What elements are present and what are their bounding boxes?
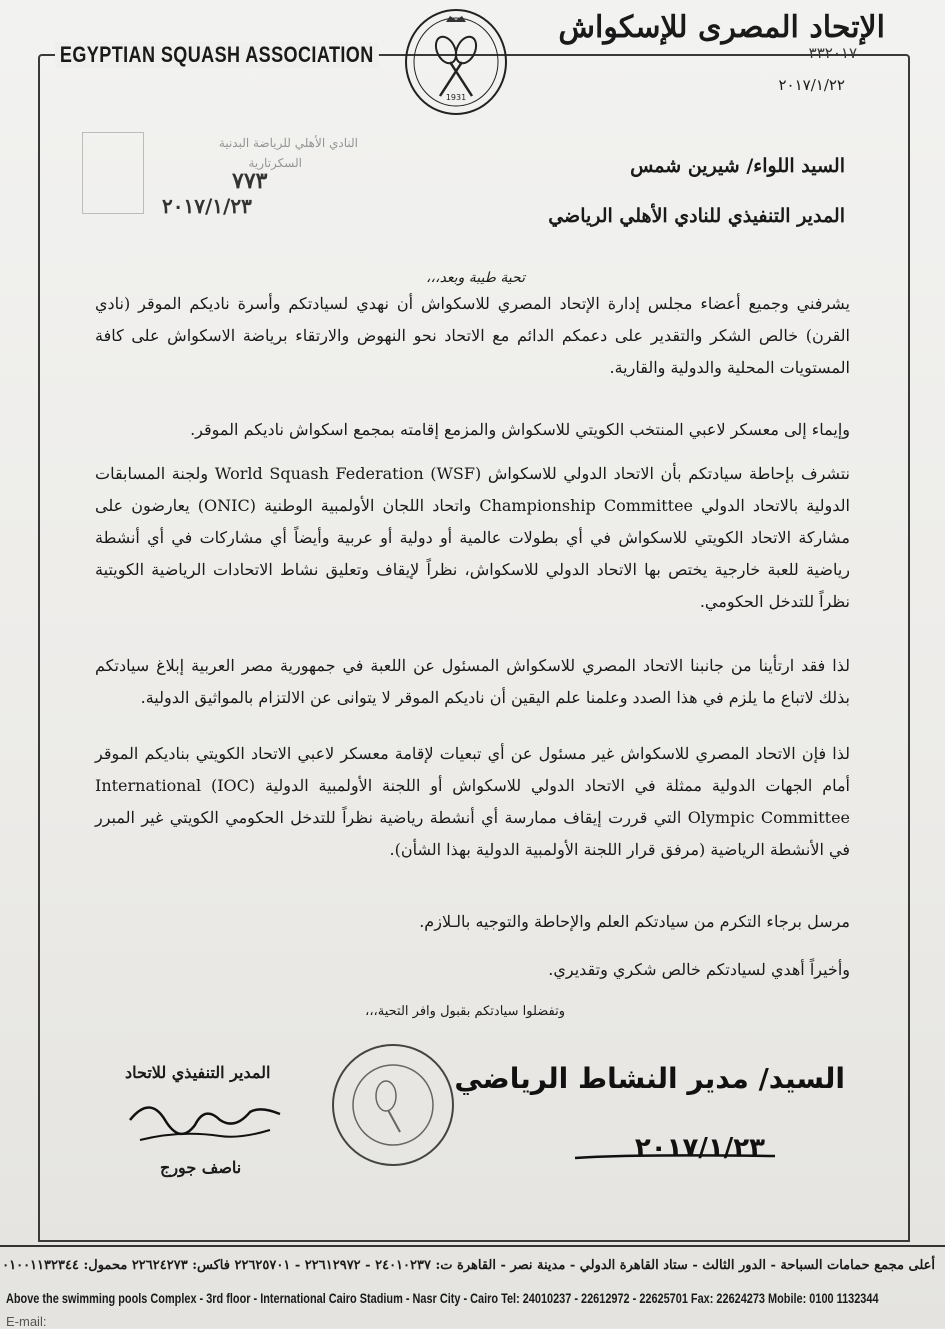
signature-scrawl xyxy=(120,1090,290,1160)
paragraph-1: يشرفني وجميع أعضاء مجلس إدارة الإتحاد المصري للاسكواش أن نهدي لسيادتكم وأسرة ناديكم الموقر (نادي القرن) خالص الشكر والتقدير على دعمكم الدائم مع الاتحاد نحو النهوض والارتقاء برياضة الاسكواش على كافة المستويات المحلية والدولية والقارية. xyxy=(95,294,850,377)
reference-number: ٣٣٢٠١٧ xyxy=(808,44,857,62)
addressee-title: المدير التنفيذي للنادي الأهلي الرياضي xyxy=(548,205,845,227)
paragraph-4: لذا فقد ارتأينا من جانبنا الاتحاد المصري للاسكواش المسئول عن اللعبة في جمهورية مصر العربية إبلاغ سيادتكم بذلك لاتباع ما يلزم في هذا الصدد وعلمنا علم اليقين أن ناديكم الموقر لا يتوانى عن الالتزام بالمواثيق الدولية. xyxy=(95,656,850,707)
footer-email-label: E-mail: xyxy=(6,1314,47,1329)
signatory-name: ناصف جورج xyxy=(160,1158,242,1177)
paragraph-3: نتشرف بإحاطة سيادتكم بأن الاتحاد الدولي للاسكواش World Squash Federation (WSF) ولجنة المسابقات الدولية بالاتحاد الدولي Championship Committee واتحاد اللجان الأولمبية الوطنية (ONIC) يعارضون على مشاركة الاتحاد الكويتي للاسكواش في أي بطولات عالمية أو دولية أو عربية وأيضاً أي مشاركات في أي أنشطة رياضية للعبة خارجية يختص بها الاتحاد الدولي للاسكواش، نظراً لإيقاف وتعليق نشاط الاتحادات الرياضية الكويتية نظراً للتدخل الحكومي. xyxy=(95,464,851,611)
addressee-name: السيد اللواء/ شيرين شمس xyxy=(630,155,845,177)
signatory-title: المدير التنفيذي للاتحاد xyxy=(125,1063,271,1082)
closing-line: وتفضلوا سيادتكم بقبول وافر التحية،،، xyxy=(365,1004,565,1019)
stamp-club-name: النادي الأهلي للرياضة البدنية xyxy=(218,136,358,150)
paragraph-6: مرسل برجاء التكرم من سيادتكم العلم والإحاطة والتوجيه بالـلازم. xyxy=(419,912,850,931)
logo-year: 1931 xyxy=(445,93,467,102)
paragraph-2: وإيماء إلى معسكر لاعبي المنتخب الكويتي للاسكواش والمزمع إقامته بمجمع اسكواش ناديكم الموقر. xyxy=(190,420,850,439)
stamp-date: ٢٠١٧/١/٢٣ xyxy=(162,194,252,218)
footer-address-english: Above the swimming pools Complex - 3rd floor - International Cairo Stadium - Nasr City - Cairo Tel: 24010237 - 22612972 - 22625701 Fax: 22624273 Mobile: 0100 1132344 xyxy=(6,1290,879,1306)
paragraph-5: لذا فإن الاتحاد المصري للاسكواش غير مسئول عن أي تبعيات لإقامة معسكر لاعبي الاتحاد الكويتي بناديكم الموقر أمام الجهات الدولية ممثلة في الاتحاد الدولي للاسكواش أو اللجنة الأولمبية الدولية (IOC) International Olympic Committee التي قررت إيقاف ممارسة أي أنشطة رياضية نظراً للتدخل الحكومي الكويتي غير المبرر في الأنشطة الرياضية (مرفق قرار اللجنة الأولمبية الدولية بهذا الشأن). xyxy=(95,744,851,859)
org-name-arabic: الإتحاد المصرى للإسكواش xyxy=(558,10,885,45)
handwritten-date: ٢٠١٧/١/٢٣ xyxy=(634,1133,765,1163)
paragraph-7: وأخيراً أهدي لسيادتكم خالص شكري وتقديري. xyxy=(548,960,850,979)
association-logo xyxy=(402,8,510,116)
official-seal xyxy=(328,1040,458,1170)
stamp-department: السكرتارية xyxy=(248,156,302,170)
footer-divider xyxy=(0,1245,945,1247)
stamp-number: ٧٧٣ xyxy=(232,168,268,194)
greeting: تحية طيبة وبعد،،، xyxy=(426,270,525,286)
footer-address-arabic: أعلى مجمع حمامات السباحة - الدور الثالث - ستاد القاهرة الدولي - مدينة نصر - القاهرة ت: ٢٤٠١٠٢٣٧ - ٢٢٦١٢٩٧٢ - ٢٢٦٢٥٧٠١ فاكس: ٢٢٦٢٤٢٧٣ محمول: ٠١٠٠١١٣٢٣٤٤ xyxy=(2,1258,935,1273)
org-name-english: EGYPTIAN SQUASH ASSOCIATION xyxy=(55,42,379,68)
club-emblem-icon xyxy=(82,132,144,214)
handwritten-annotation xyxy=(454,1058,855,1178)
handwritten-note: السيد/ مدير النشاط الرياضي xyxy=(454,1062,845,1095)
letter-date: ٢٠١٧/١/٢٢ xyxy=(778,76,845,94)
incoming-stamp xyxy=(82,128,362,238)
